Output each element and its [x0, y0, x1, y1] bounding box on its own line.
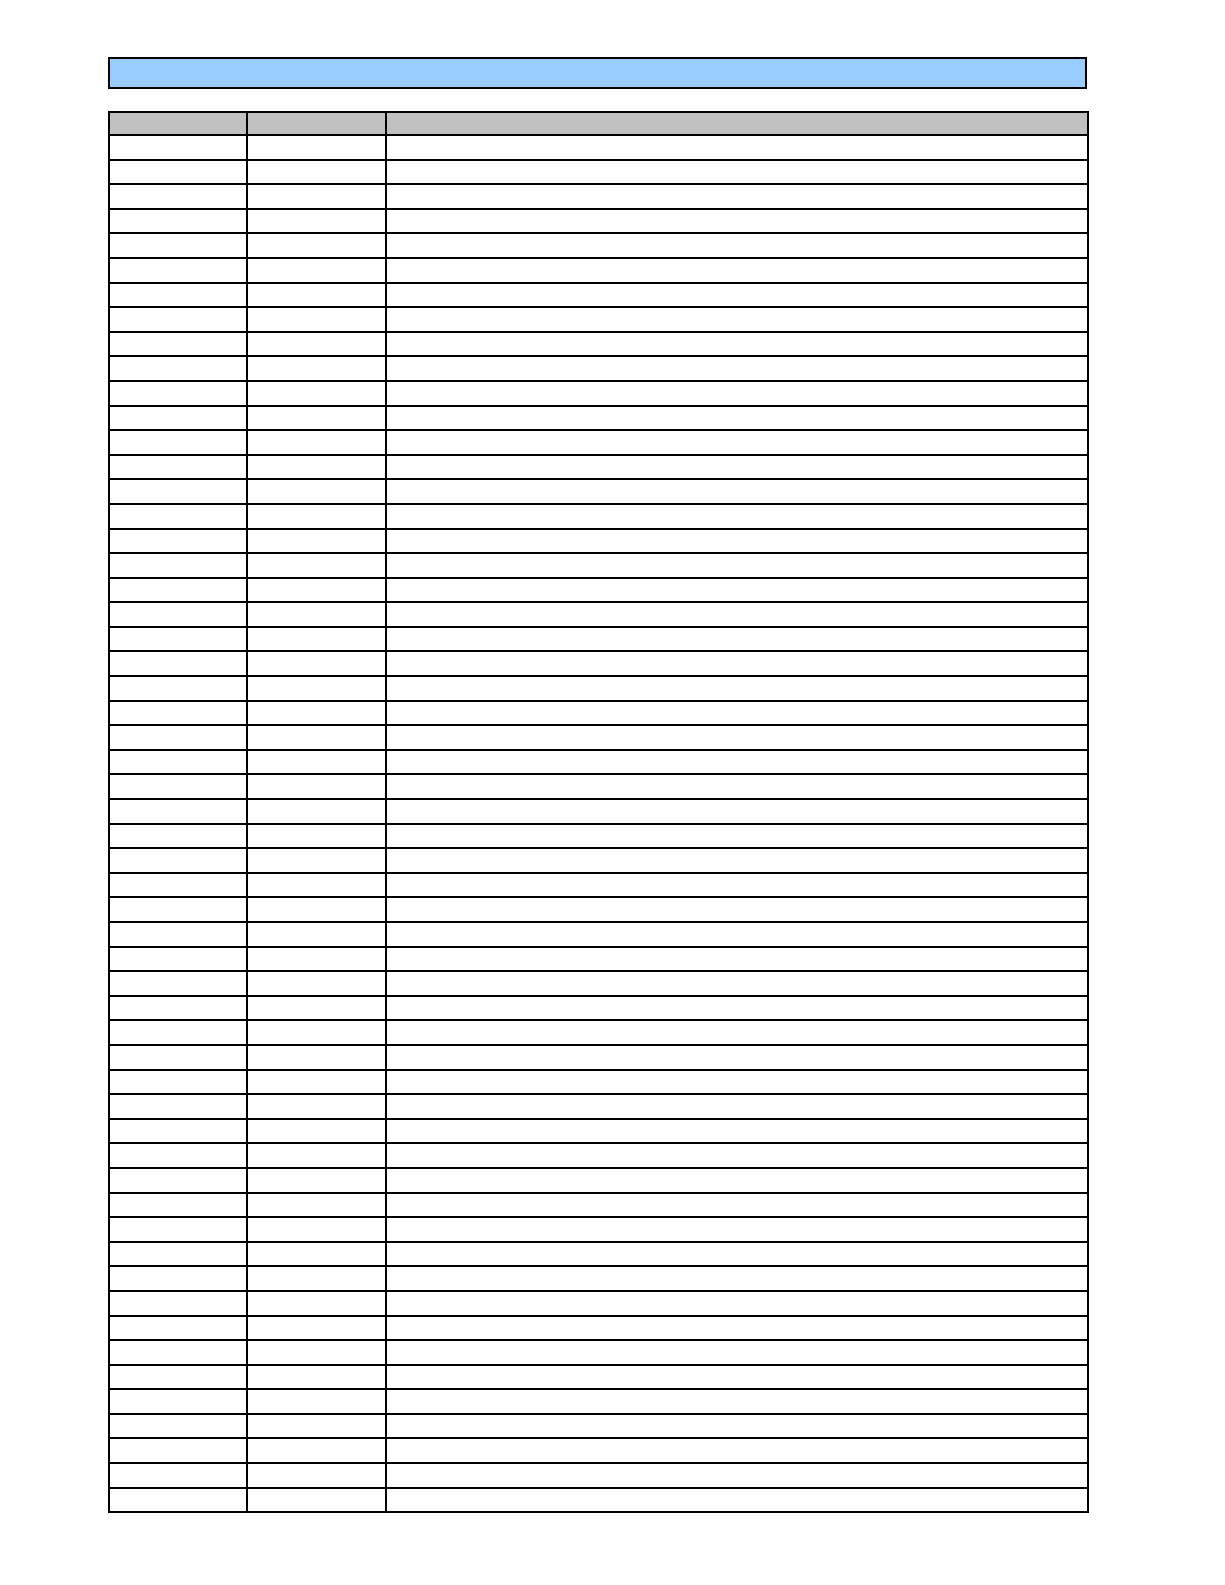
table-cell[interactable]	[386, 160, 1088, 185]
table-cell[interactable]	[247, 135, 386, 160]
table-cell[interactable]	[109, 1143, 247, 1168]
table-row	[109, 1291, 1088, 1316]
table-row	[109, 258, 1088, 283]
table-row	[109, 504, 1088, 529]
column-header-3	[386, 112, 1088, 135]
table-row	[109, 160, 1088, 185]
table-cell[interactable]	[386, 1291, 1088, 1316]
table-cell[interactable]	[109, 1414, 247, 1439]
table-row	[109, 209, 1088, 234]
table-cell[interactable]	[386, 1266, 1088, 1291]
table-cell[interactable]	[386, 504, 1088, 529]
table-row	[109, 1193, 1088, 1218]
table-row	[109, 455, 1088, 480]
table-header-row	[109, 112, 1088, 135]
sheet-title-bar	[108, 57, 1087, 89]
table-cell[interactable]	[109, 725, 247, 750]
table-cell[interactable]	[386, 1242, 1088, 1267]
table-cell[interactable]	[386, 627, 1088, 652]
table-cell[interactable]	[386, 233, 1088, 258]
table-cell[interactable]	[109, 627, 247, 652]
table-cell[interactable]	[386, 1217, 1088, 1242]
table-cell[interactable]	[386, 283, 1088, 308]
table-cell[interactable]	[247, 1463, 386, 1488]
table-cell[interactable]	[109, 897, 247, 922]
table-cell[interactable]	[109, 701, 247, 726]
table-cell[interactable]	[109, 824, 247, 849]
table-cell[interactable]	[247, 307, 386, 332]
table-cell[interactable]	[386, 578, 1088, 603]
table-cell[interactable]	[386, 602, 1088, 627]
table-row	[109, 1020, 1088, 1045]
table-cell[interactable]	[386, 307, 1088, 332]
table-cell[interactable]	[109, 1316, 247, 1341]
table-cell[interactable]	[247, 1266, 386, 1291]
table-cell[interactable]	[386, 725, 1088, 750]
table-cell[interactable]	[109, 1389, 247, 1414]
table-cell[interactable]	[247, 873, 386, 898]
table-row	[109, 725, 1088, 750]
table-cell[interactable]	[247, 602, 386, 627]
table-cell[interactable]	[247, 160, 386, 185]
table-cell[interactable]	[247, 799, 386, 824]
table-cell[interactable]	[386, 1070, 1088, 1095]
table-cell[interactable]	[386, 848, 1088, 873]
table-cell[interactable]	[247, 184, 386, 209]
table-cell[interactable]	[109, 1340, 247, 1365]
table-cell[interactable]	[247, 1045, 386, 1070]
table-cell[interactable]	[247, 356, 386, 381]
table-cell[interactable]	[247, 1365, 386, 1390]
table-cell[interactable]	[386, 947, 1088, 972]
table-cell[interactable]	[247, 381, 386, 406]
table-cell[interactable]	[247, 455, 386, 480]
table-row	[109, 1143, 1088, 1168]
table-row	[109, 848, 1088, 873]
table-cell[interactable]	[247, 1340, 386, 1365]
table-cell[interactable]	[109, 1070, 247, 1095]
table-row	[109, 996, 1088, 1021]
table-cell[interactable]	[386, 529, 1088, 554]
table-cell[interactable]	[386, 1389, 1088, 1414]
table-row	[109, 1045, 1088, 1070]
table-cell[interactable]	[247, 1070, 386, 1095]
table-cell[interactable]	[247, 774, 386, 799]
table-row	[109, 135, 1088, 160]
table-row	[109, 184, 1088, 209]
table-cell[interactable]	[109, 947, 247, 972]
table-cell[interactable]	[247, 725, 386, 750]
table-cell[interactable]	[386, 750, 1088, 775]
table-cell[interactable]	[109, 799, 247, 824]
table-cell[interactable]	[386, 258, 1088, 283]
table-cell[interactable]	[109, 651, 247, 676]
table-row	[109, 233, 1088, 258]
table-row	[109, 627, 1088, 652]
table-cell[interactable]	[386, 406, 1088, 431]
table-row	[109, 1242, 1088, 1267]
table-cell[interactable]	[247, 627, 386, 652]
table-cell[interactable]	[247, 1414, 386, 1439]
table-cell[interactable]	[386, 1143, 1088, 1168]
table-cell[interactable]	[386, 1438, 1088, 1463]
table-cell[interactable]	[386, 799, 1088, 824]
table-cell[interactable]	[109, 1217, 247, 1242]
table-row	[109, 578, 1088, 603]
table-cell[interactable]	[247, 848, 386, 873]
column-header-1	[109, 112, 247, 135]
table-cell[interactable]	[247, 1438, 386, 1463]
column-header-2	[247, 112, 386, 135]
table-cell[interactable]	[386, 676, 1088, 701]
table-cell[interactable]	[386, 824, 1088, 849]
table-cell[interactable]	[247, 750, 386, 775]
table-cell[interactable]	[109, 356, 247, 381]
table-cell[interactable]	[247, 430, 386, 455]
table-cell[interactable]	[247, 1217, 386, 1242]
table-cell[interactable]	[109, 1020, 247, 1045]
table-cell[interactable]	[109, 750, 247, 775]
table-cell[interactable]	[386, 922, 1088, 947]
table-row	[109, 701, 1088, 726]
table-cell[interactable]	[109, 455, 247, 480]
table-cell[interactable]	[386, 1463, 1088, 1488]
table-cell[interactable]	[247, 824, 386, 849]
table-cell[interactable]	[247, 479, 386, 504]
table-cell[interactable]	[386, 1193, 1088, 1218]
table-cell[interactable]	[247, 922, 386, 947]
table-cell[interactable]	[386, 381, 1088, 406]
table-cell[interactable]	[247, 1020, 386, 1045]
table-row	[109, 1365, 1088, 1390]
table-cell[interactable]	[386, 184, 1088, 209]
table-cell[interactable]	[386, 897, 1088, 922]
table-row	[109, 897, 1088, 922]
table-row	[109, 283, 1088, 308]
table-cell[interactable]	[247, 1143, 386, 1168]
table-cell[interactable]	[109, 332, 247, 357]
table-cell[interactable]	[247, 1316, 386, 1341]
table-row	[109, 774, 1088, 799]
table-row	[109, 1119, 1088, 1144]
table-cell[interactable]	[247, 1094, 386, 1119]
table-cell[interactable]	[386, 553, 1088, 578]
table-row	[109, 947, 1088, 972]
table-body	[109, 135, 1088, 1512]
table-cell[interactable]	[386, 1316, 1088, 1341]
table-cell[interactable]	[247, 209, 386, 234]
table-row	[109, 1340, 1088, 1365]
table-cell[interactable]	[247, 504, 386, 529]
table-row	[109, 750, 1088, 775]
table-row	[109, 602, 1088, 627]
table-row	[109, 1488, 1088, 1513]
table-row	[109, 529, 1088, 554]
table-cell[interactable]	[386, 971, 1088, 996]
table-cell[interactable]	[386, 651, 1088, 676]
table-cell[interactable]	[109, 578, 247, 603]
table-cell[interactable]	[109, 553, 247, 578]
table-cell[interactable]	[247, 996, 386, 1021]
table-cell[interactable]	[109, 1242, 247, 1267]
table-row	[109, 307, 1088, 332]
table-cell[interactable]	[386, 1488, 1088, 1513]
table-row	[109, 479, 1088, 504]
table-row	[109, 1463, 1088, 1488]
table-row	[109, 1094, 1088, 1119]
table-cell[interactable]	[386, 1020, 1088, 1045]
table-cell[interactable]	[247, 1488, 386, 1513]
table-cell[interactable]	[109, 1488, 247, 1513]
table-cell[interactable]	[386, 479, 1088, 504]
table-cell[interactable]	[386, 873, 1088, 898]
table-cell[interactable]	[386, 996, 1088, 1021]
table-cell[interactable]	[109, 1045, 247, 1070]
table-cell[interactable]	[109, 184, 247, 209]
table-cell[interactable]	[109, 381, 247, 406]
table-cell[interactable]	[109, 1291, 247, 1316]
table-cell[interactable]	[386, 209, 1088, 234]
table-row	[109, 1438, 1088, 1463]
table-cell[interactable]	[109, 676, 247, 701]
table-row	[109, 1217, 1088, 1242]
table-row	[109, 381, 1088, 406]
table-cell[interactable]	[109, 209, 247, 234]
table-cell[interactable]	[247, 701, 386, 726]
table-cell[interactable]	[247, 406, 386, 431]
table-row	[109, 1389, 1088, 1414]
table-cell[interactable]	[386, 332, 1088, 357]
table-cell[interactable]	[247, 947, 386, 972]
table-cell[interactable]	[247, 529, 386, 554]
table-cell[interactable]	[109, 529, 247, 554]
table-row	[109, 651, 1088, 676]
table-row	[109, 824, 1088, 849]
table-row	[109, 873, 1088, 898]
table-cell[interactable]	[109, 602, 247, 627]
table-row	[109, 1168, 1088, 1193]
table-cell[interactable]	[109, 1365, 247, 1390]
table-row	[109, 1316, 1088, 1341]
table-cell[interactable]	[386, 1414, 1088, 1439]
table-cell[interactable]	[386, 701, 1088, 726]
table-cell[interactable]	[109, 1168, 247, 1193]
table-cell[interactable]	[386, 1365, 1088, 1390]
table-cell[interactable]	[247, 283, 386, 308]
table-cell[interactable]	[247, 1291, 386, 1316]
table-cell[interactable]	[247, 332, 386, 357]
table-cell[interactable]	[247, 578, 386, 603]
table-row	[109, 430, 1088, 455]
table-cell[interactable]	[247, 676, 386, 701]
table-cell[interactable]	[386, 430, 1088, 455]
table-cell[interactable]	[247, 897, 386, 922]
table-row	[109, 553, 1088, 578]
table-cell[interactable]	[109, 996, 247, 1021]
table-cell[interactable]	[109, 406, 247, 431]
table-cell[interactable]	[109, 1438, 247, 1463]
table-cell[interactable]	[109, 258, 247, 283]
table-cell[interactable]	[109, 971, 247, 996]
table-cell[interactable]	[109, 1463, 247, 1488]
table-cell[interactable]	[247, 1168, 386, 1193]
table-cell[interactable]	[247, 233, 386, 258]
table-cell[interactable]	[386, 356, 1088, 381]
table-cell[interactable]	[247, 258, 386, 283]
table-cell[interactable]	[109, 1094, 247, 1119]
table-cell[interactable]	[247, 1193, 386, 1218]
table-cell[interactable]	[109, 1193, 247, 1218]
table-row	[109, 1266, 1088, 1291]
table-row	[109, 356, 1088, 381]
table-cell[interactable]	[109, 848, 247, 873]
table-row	[109, 406, 1088, 431]
table-row	[109, 971, 1088, 996]
table-row	[109, 1414, 1088, 1439]
table-cell[interactable]	[386, 774, 1088, 799]
table-cell[interactable]	[109, 430, 247, 455]
table-cell[interactable]	[109, 135, 247, 160]
table-cell[interactable]	[109, 504, 247, 529]
table-cell[interactable]	[386, 1340, 1088, 1365]
table-row	[109, 676, 1088, 701]
table-cell[interactable]	[109, 1119, 247, 1144]
table-cell[interactable]	[109, 479, 247, 504]
table-cell[interactable]	[247, 651, 386, 676]
table-cell[interactable]	[247, 553, 386, 578]
table-row	[109, 922, 1088, 947]
table-cell[interactable]	[109, 873, 247, 898]
table-cell[interactable]	[109, 922, 247, 947]
table-cell[interactable]	[247, 971, 386, 996]
table-cell[interactable]	[109, 233, 247, 258]
table-cell[interactable]	[386, 1168, 1088, 1193]
table-cell[interactable]	[386, 1045, 1088, 1070]
table-cell[interactable]	[386, 455, 1088, 480]
table-cell[interactable]	[386, 1094, 1088, 1119]
table-cell[interactable]	[386, 1119, 1088, 1144]
data-table	[108, 111, 1089, 1513]
table-cell[interactable]	[109, 307, 247, 332]
table-cell[interactable]	[247, 1389, 386, 1414]
table-cell[interactable]	[386, 135, 1088, 160]
table-cell[interactable]	[109, 160, 247, 185]
table-row	[109, 799, 1088, 824]
table-cell[interactable]	[109, 774, 247, 799]
table-cell[interactable]	[247, 1242, 386, 1267]
table-cell[interactable]	[109, 283, 247, 308]
table-cell[interactable]	[109, 1266, 247, 1291]
table-row	[109, 332, 1088, 357]
table-cell[interactable]	[247, 1119, 386, 1144]
table-row	[109, 1070, 1088, 1095]
